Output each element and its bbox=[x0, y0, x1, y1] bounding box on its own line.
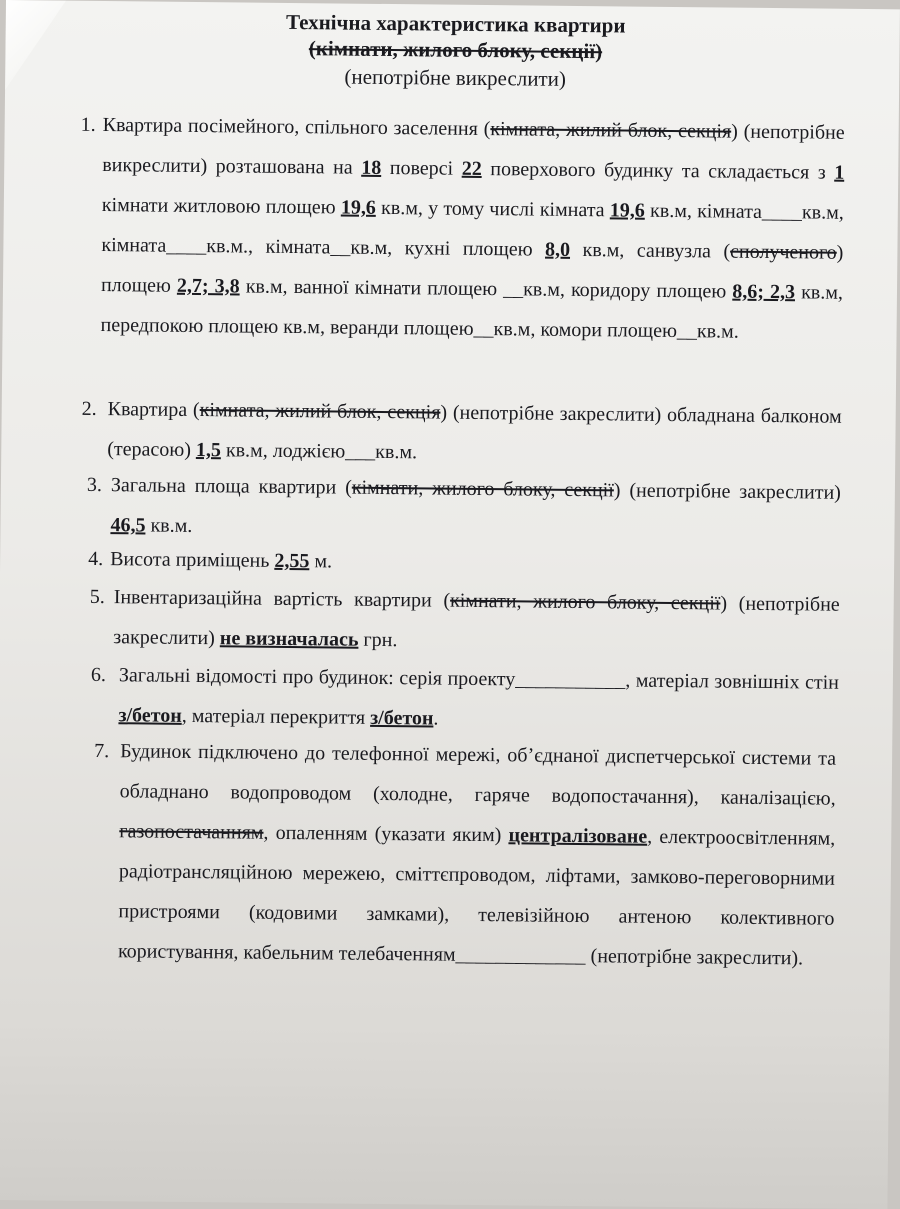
item-1-text: ) (непотрібне викреслити) розташована на bbox=[102, 120, 845, 179]
item-5-text: Інвентаризаційна вартість квартири ( bbox=[113, 586, 451, 612]
document-title: Технічна характеристика квартири bbox=[285, 9, 626, 38]
inventory-value: не визначалась bbox=[219, 627, 359, 651]
room1-value: 19,6 bbox=[609, 199, 645, 222]
item-1-text: кв.м, ванної кімнати площею __кв.м, коридору площею bbox=[245, 275, 727, 303]
item-3-text: Загальна площа квартири ( bbox=[110, 474, 352, 499]
item-1-text: поверхового будинку та складається з bbox=[490, 158, 826, 184]
balcony-value: 1,5 bbox=[195, 439, 222, 462]
item-1-text: ) площею bbox=[100, 241, 844, 297]
item-6-number: 6. bbox=[90, 663, 107, 687]
item-1-text: кв.м, у тому числі кімната bbox=[380, 196, 605, 222]
item-1-text: кімнати житловою площею bbox=[101, 194, 336, 219]
living-area-value: 19,6 bbox=[340, 196, 376, 219]
item-7-text: Будинок підключено до телефонної мережі, об’єднаної диспетчерської системи та обладнано водопроводом (холодне, гаряче водопостачання), каналізацією, bbox=[119, 740, 837, 810]
total-area-value: 46,5 bbox=[110, 514, 146, 537]
walls-value: з/бетон bbox=[118, 704, 182, 727]
document-subtitle-struck: (кімнати, жилого блоку, секції) bbox=[308, 36, 603, 64]
item-1-text: кв.м, санвузла ( bbox=[582, 239, 731, 263]
item-6-text: , матеріал перекриття bbox=[181, 704, 366, 729]
item-5-text: грн. bbox=[363, 628, 398, 652]
corridor-value: 8,6; 2,3 bbox=[732, 280, 796, 304]
item-2-text: ) (непотрібне закреслити) обладнана балконом (терасою) bbox=[107, 401, 842, 461]
item-1-struck: сполученого bbox=[729, 240, 837, 264]
item-1-text: Квартира посімейного, спільного заселення ( bbox=[102, 114, 491, 141]
item-6 bbox=[118, 655, 839, 743]
ceiling-value: з/бетон bbox=[370, 706, 434, 730]
document-note: (непотрібне викреслити) bbox=[344, 64, 567, 91]
item-7-text: , опаленням (указати яким) bbox=[263, 821, 502, 847]
rooms-value: 1 bbox=[834, 161, 845, 184]
item-3-number: 3. bbox=[86, 473, 103, 497]
item-3-text: ) (непотрібне закреслити) bbox=[613, 479, 842, 504]
item-5 bbox=[113, 577, 840, 665]
item-3-text: кв.м. bbox=[150, 514, 193, 537]
item-4-number: 4. bbox=[88, 547, 104, 571]
item-7-text: , електроосвітленням, радіотрансляційною мережею, сміттєпроводом, ліфтами, замково-переговорними пристроями (кодовими замками), телевізійною антеною колективного користування, кабельним телебаченням_____________ (непотрібне закреслити). bbox=[117, 825, 836, 970]
item-6-text: Загальні відомості про будинок: серія проекту___________, матеріал зовнішніх стін bbox=[118, 664, 840, 694]
item-3-struck: кімнати, жилого блоку, секції bbox=[351, 476, 614, 502]
item-1 bbox=[100, 105, 844, 353]
item-5-number: 5. bbox=[89, 585, 105, 609]
item-5-struck: кімнати, жилого блоку, секції bbox=[449, 589, 721, 615]
item-2-number: 2. bbox=[81, 397, 97, 420]
item-6-text: . bbox=[433, 707, 439, 730]
item-7 bbox=[118, 731, 836, 978]
floors-total-value: 22 bbox=[461, 157, 482, 180]
item-2-struck: кімната, жилий блок, секція bbox=[199, 399, 441, 424]
item-7-number: 7. bbox=[94, 739, 110, 763]
document-header bbox=[6, 0, 900, 91]
item-2-text: кв.м, лоджією___кв.м. bbox=[225, 439, 418, 464]
heating-value: централізоване bbox=[508, 824, 648, 848]
item-4-text: м. bbox=[314, 550, 333, 573]
item-1-text: кв.м, кімната____кв.м, кімната____кв.м., кімната__кв.м, кухні площею bbox=[101, 199, 844, 261]
item-1-text: поверсі bbox=[389, 157, 454, 180]
item-2 bbox=[107, 389, 842, 477]
floor-value: 18 bbox=[361, 156, 382, 179]
item-7-struck: газопостачанням bbox=[119, 820, 264, 844]
height-value: 2,55 bbox=[274, 549, 310, 573]
bathroom-value: 2,7; 3,8 bbox=[176, 274, 240, 298]
item-1-number: 1. bbox=[80, 113, 96, 136]
item-1-text: кв.м, передпокою площею кв.м, веранди площею__кв.м, комори площею__кв.м. bbox=[100, 281, 844, 343]
item-5-text: ) (непотрібне закреслити) bbox=[113, 592, 840, 650]
item-4-text: Висота приміщень bbox=[110, 548, 270, 572]
item-2-text: Квартира ( bbox=[107, 398, 200, 422]
kitchen-value: 8,0 bbox=[544, 238, 571, 261]
item-1-struck: кімната, жилий блок, секція bbox=[490, 118, 732, 143]
